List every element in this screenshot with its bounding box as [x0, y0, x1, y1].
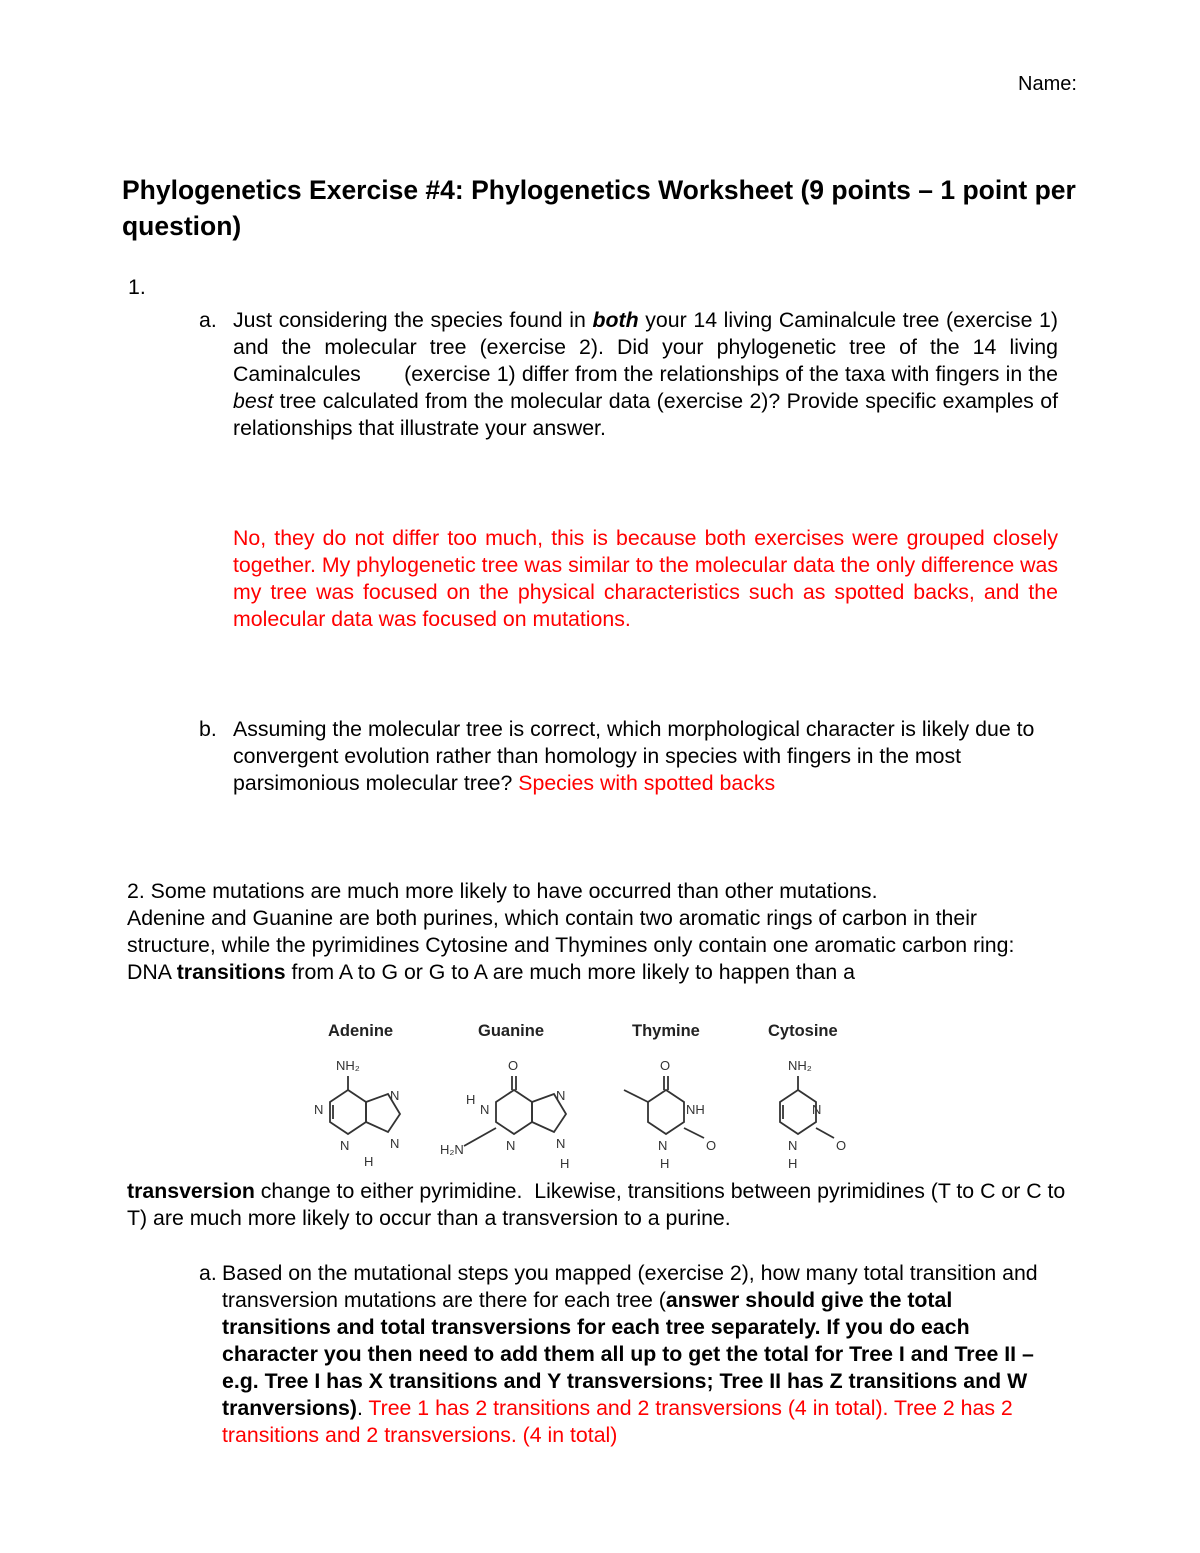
svg-text:H: H — [466, 1092, 476, 1107]
thymine-structure — [624, 1022, 716, 1171]
question-1a-text: Just considering the species found in both your 14 living Caminalcule tree (exercise 1) and the molecular tree (exercise 2). Did your phylogenetic tree of the 14 living Caminalcules (exercise 1) differ from the relationships of the taxa with fingers in the best tree calculated from the molecular data (exercise 2)? Provide specific examples of relationships that illustrate your answer. — [233, 308, 1058, 440]
question-2a-instructions: answer should give the total transitions and total transversions for each tree separately. If you do each character you then need to add them all up to get the total for Tree I and Tree II – e.g. Tree I has X transitions and Y transversions; Tree II has Z transitions and W tranversions) — [222, 1288, 1034, 1420]
svg-text:N: N — [480, 1102, 490, 1117]
term-transitions: transitions — [176, 960, 286, 984]
question-2-continuation: transversion change to either pyrimidine. Likewise, transitions between pyrimidines (T to C or C to T) are much more likely to occur than a transversion to a purine. — [127, 1179, 1066, 1230]
term-transversion: transversion — [127, 1179, 255, 1203]
svg-text:N: N — [556, 1136, 566, 1151]
question-1b-answer: Species with spotted backs — [518, 771, 776, 795]
svg-text:N: N — [314, 1102, 324, 1117]
svg-text:H: H — [364, 1154, 374, 1169]
question-1-number: 1. — [128, 275, 146, 299]
question-1a-answer: No, they do not differ too much, this is because both exercises were grouped closely together. My phylogenetic tree was similar to the molecular data the only difference was my tree was focused on the physical characteristics such as spotted backs, and the molecular data was focused on mutations. — [233, 526, 1058, 631]
guanine-structure — [440, 1022, 569, 1171]
svg-text:N: N — [390, 1136, 400, 1151]
svg-text:N: N — [340, 1138, 350, 1153]
name-label: Name: — [1018, 73, 1077, 95]
svg-text:N: N — [812, 1102, 822, 1117]
question-1b-letter: b. — [199, 717, 217, 741]
question-2-line-1: 2. Some mutations are much more likely to have occurred than other mutations. — [127, 879, 878, 903]
svg-text:NH₂: NH₂ — [336, 1058, 360, 1073]
svg-text:H: H — [660, 1156, 670, 1171]
svg-text:N: N — [788, 1138, 798, 1153]
svg-text:N: N — [556, 1088, 566, 1103]
question-1b-text: Assuming the molecular tree is correct, which morphological character is likely due to convergent evolution rather than homology in species with fingers in the most parsimonious molecular tree? Species with spotted backs — [233, 717, 1035, 795]
cytosine-structure — [768, 1022, 846, 1171]
adenine-label: Adenine — [328, 1022, 394, 1040]
question-2-dna-line: DNA transitions from A to G or G to A are much more likely to happen than a — [127, 960, 855, 984]
worksheet-title: Phylogenetics Exercise #4: Phylogenetics Worksheet (9 points – 1 point per question) — [122, 175, 1076, 241]
thymine-label: Thymine — [632, 1022, 700, 1040]
svg-text:O: O — [836, 1138, 847, 1153]
question-2a-text: Based on the mutational steps you mapped (exercise 2), how many total transition and transversion mutations are there for each tree (answer should give the total transitions and total transversions for each tree separately. If you do each character you then need to add them all up to get the total for Tree I and Tree II – e.g. Tree I has X transitions and Y transversions; Tree II has Z transitions and W tranversions). Tree 1 has 2 transitions and 2 transversions (4 in total). Tree 2 has 2 transitions and 2 transversions. (4 in total) — [222, 1261, 1038, 1447]
question-2a-letter: a. — [199, 1261, 217, 1285]
cytosine-label: Cytosine — [768, 1022, 838, 1040]
svg-text:NH₂: NH₂ — [788, 1058, 812, 1073]
guanine-label: Guanine — [478, 1022, 545, 1040]
adenine-structure — [314, 1022, 400, 1169]
question-2-line-2: Adenine and Guanine are both purines, which contain two aromatic rings of carbon in their structure, while the pyrimidines Cytosine and Thymines only contain one aromatic carbon ring: — [127, 906, 1015, 957]
svg-text:N: N — [390, 1088, 400, 1103]
emphasis-best: best — [233, 389, 274, 413]
svg-text:H₂N: H₂N — [440, 1142, 464, 1157]
question-2a-answer: Tree 1 has 2 transitions and 2 transversions (4 in total). Tree 2 has 2 transitions and 2 transversions. (4 in total) — [222, 1396, 1013, 1447]
svg-text:H: H — [788, 1156, 798, 1171]
question-2-intro — [127, 878, 1067, 986]
svg-text:H: H — [560, 1156, 570, 1171]
nucleobase-structures-figure — [300, 1018, 860, 1178]
svg-text:O: O — [660, 1058, 671, 1073]
svg-text:N: N — [658, 1138, 668, 1153]
svg-text:N: N — [506, 1138, 516, 1153]
svg-text:O: O — [508, 1058, 519, 1073]
svg-text:O: O — [706, 1138, 717, 1153]
emphasis-both: both — [592, 308, 639, 332]
question-1a-letter: a. — [199, 308, 217, 332]
svg-text:NH: NH — [686, 1102, 705, 1117]
